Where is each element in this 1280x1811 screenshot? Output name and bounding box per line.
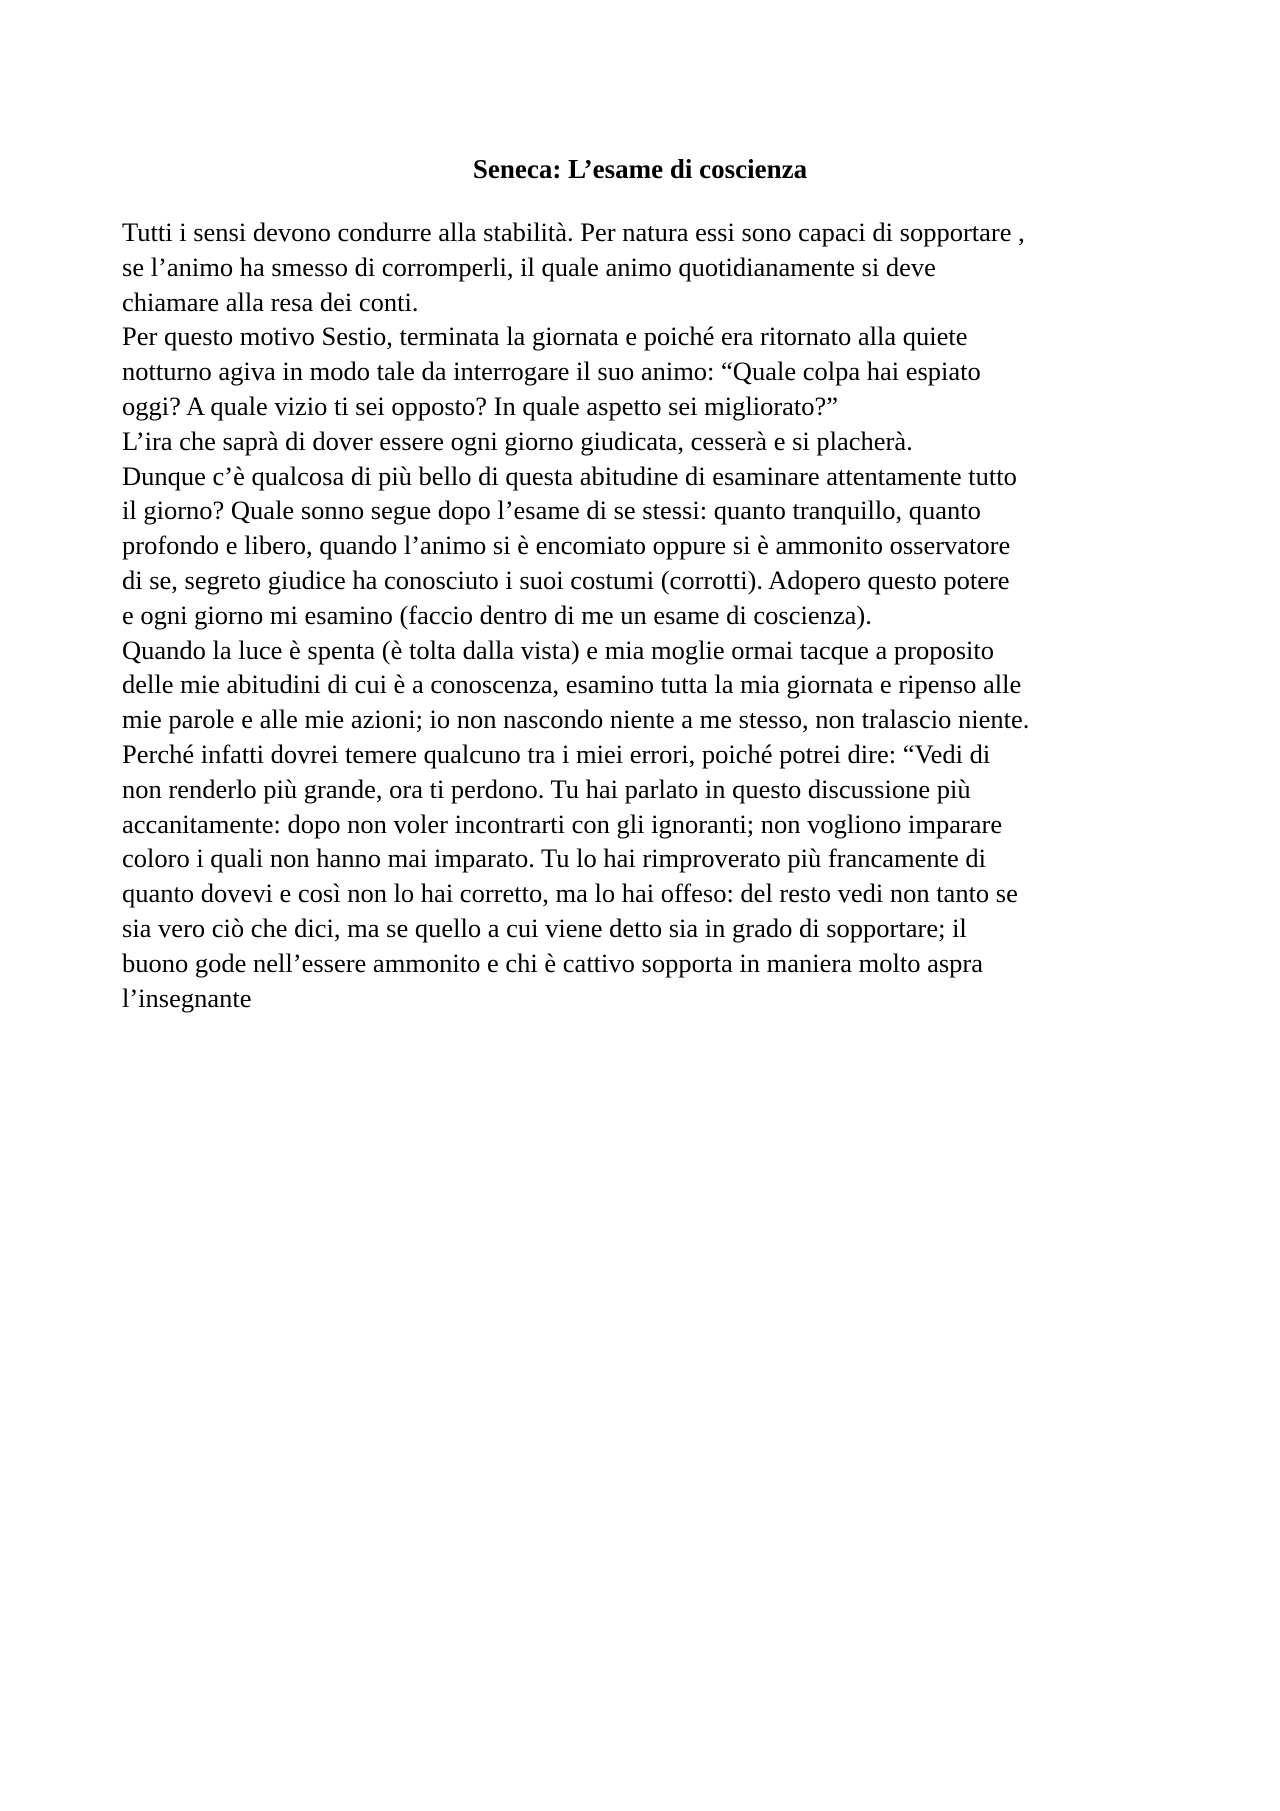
body-text-line: Per questo motivo Sestio, terminata la giornata e poiché era ritornato alla quiete	[122, 321, 968, 352]
body-text-line: mie parole e alle mie azioni; io non nascondo niente a me stesso, non tralascio niente.	[122, 704, 1030, 735]
body-text-line: chiamare alla resa dei conti.	[122, 286, 419, 317]
body-text-line: l’insegnante	[122, 982, 252, 1013]
body-text-line: Dunque c’è qualcosa di più bello di questa abitudine di esaminare attentamente tutto	[122, 460, 1017, 491]
body-text-line: il giorno? Quale sonno segue dopo l’esame di se stessi: quanto tranquillo, quanto	[122, 495, 981, 526]
body-text-line: accanitamente: dopo non voler incontrarti con gli ignoranti; non vogliono imparare	[122, 808, 1003, 839]
body-text-line: se l’animo ha smesso di corromperli, il quale animo quotidianamente si deve	[122, 251, 936, 282]
body-text-line: Quando la luce è spenta (è tolta dalla vista) e mia moglie ormai tacque a proposito	[122, 634, 994, 665]
body-text-line: profondo e libero, quando l’animo si è encomiato oppure si è ammonito osservatore	[122, 530, 1011, 561]
body-text-line: quanto dovevi e così non lo hai corretto, ma lo hai offeso: del resto vedi non tanto se	[122, 878, 1018, 909]
body-text-line: non renderlo più grande, ora ti perdono. Tu hai parlato in questo discussione più	[122, 773, 971, 804]
body-text-line: delle mie abitudini di cui è a conoscenza, esamino tutta la mia giornata e ripenso alle	[122, 669, 1022, 700]
body-text-line: notturno agiva in modo tale da interrogare il suo animo: “Quale colpa hai espiato	[122, 356, 981, 387]
body-text-line: sia vero ciò che dici, ma se quello a cui viene detto sia in grado di sopportare; il	[122, 912, 967, 943]
document-title: Seneca: L’esame di coscienza	[472, 154, 808, 184]
body-text-line: coloro i quali non hanno mai imparato. Tu lo hai rimproverato più francamente di	[122, 843, 986, 874]
document-body	[122, 215, 1222, 1015]
body-text-line: Tutti i sensi devono condurre alla stabilità. Per natura essi sono capaci di sopportare ,	[122, 217, 1025, 247]
body-text-line: di se, segreto giudice ha conosciuto i suoi costumi (corrotti). Adopero questo potere	[122, 564, 1010, 595]
body-text-line: buono gode nell’essere ammonito e chi è cattivo sopporta in maniera molto aspra	[122, 947, 983, 978]
body-text-line: e ogni giorno mi esamino (faccio dentro di me un esame di coscienza).	[122, 599, 872, 630]
body-text-line: oggi? A quale vizio ti sei opposto? In quale aspetto sei migliorato?”	[122, 390, 839, 421]
body-text-line: L’ira che saprà di dover essere ogni giorno giudicata, cesserà e si placherà.	[122, 425, 913, 456]
body-text-line: Perché infatti dovrei temere qualcuno tra i miei errori, poiché potrei dire: “Vedi di	[122, 738, 991, 769]
